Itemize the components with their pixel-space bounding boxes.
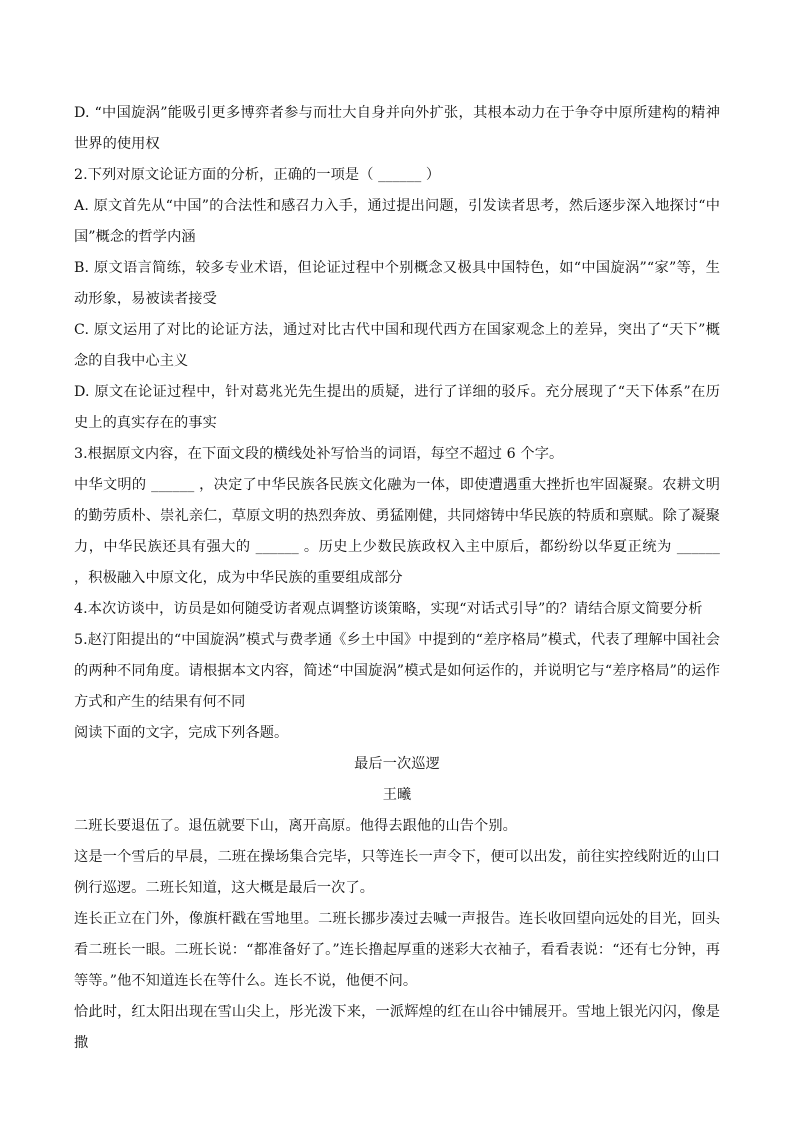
story-paragraph: 这是一个雪后的早晨，二班在操场集合完毕，只等连长一声令下，便可以出发，前往实控线附近的山口例行巡逻。二班长知道，这大概是最后一次了。 [74, 849, 720, 896]
story-paragraph: 二班长要退伍了。退伍就要下山，离开高原。他得去跟他的山告个别。 [74, 818, 517, 834]
option-a: A. 原文首先从“中国”的合法性和感召力入手，通过提出问题，引发读者思考，然后逐步深入地探讨“中国”概念的哲学内涵 [74, 198, 720, 245]
option-d: D. 原文在论证过程中，针对葛兆光先生提出的质疑，进行了详细的驳斥。充分展现了“天下体系”在历史上的真实存在的事实 [74, 384, 720, 431]
question-3: 3.根据原文内容，在下面文段的横线处补写恰当的词语，每空不超过 6 个字。 [74, 446, 564, 462]
option-d-continued: D. “中国旋涡”能吸引更多博弈者参与而壮大自身并向外扩张，其根本动力在于争夺中原所建构的精神世界的使用权 [74, 105, 720, 152]
story-paragraph: 恰此时，红太阳出现在雪山尖上，彤光泼下来，一派辉煌的红在山谷中铺展开。雪地上银光闪闪，像是撒 [74, 1004, 720, 1051]
story-author: 王曦 [382, 787, 412, 803]
question-2: 2.下列对原文论证方面的分析，正确的一项是（ ______ ） [74, 167, 441, 183]
option-b: B. 原文语言简练，较多专业术语，但论证过程中个别概念又极具中国特色，如“中国旋涡”“家”等，生动形象，易被读者接受 [74, 260, 720, 307]
story-paragraph: 连长正立在门外，像旗杆戳在雪地里。二班长挪步凑过去喊一声报告。连长收回望向远处的目光，回头看二班长一眼。二班长说：“都准备好了。”连长撸起厚重的迷彩大衣袖子，看看表说：“还有七分钟，再等等。”他不知道连长在等什么。连长不说，他便不问。 [74, 911, 720, 989]
fill-in-passage: 中华文明的 ______ ，决定了中华民族各民族文化融为一体，即使遭遇重大挫折也牢固凝聚。农耕文明的勤劳质朴、崇礼亲仁，草原文明的热烈奔放、勇猛刚健，共同熔铸中华民族的特质和禀赋。除了凝聚力，中华民族还具有强大的 ______ 。历史上少数民族政权入主中原后，都纷纷以华夏正统为 ______ ，积极融入中原文化，成为中华民族的重要组成部分 [74, 477, 720, 586]
option-c: C. 原文运用了对比的论证方法，通过对比古代中国和现代西方在国家观念上的差异，突出了“天下”概念的自我中心主义 [74, 322, 720, 369]
document-page [74, 98, 720, 1059]
question-4: 4.本次访谈中，访员是如何随受访者观点调整访谈策略，实现“对话式引导”的？请结合原文简要分析 [74, 601, 703, 617]
reading-instruction: 阅读下面的文字，完成下列各题。 [74, 725, 289, 741]
story-title: 最后一次巡逻 [354, 756, 440, 772]
question-5: 5.赵汀阳提出的“中国旋涡”模式与费孝通《乡土中国》中提到的“差序格局”模式，代表了理解中国社会的两种不同角度。请根据本文内容，简述“中国旋涡”模式是如何运作的，并说明它与“差序格局”的运作方式和产生的结果有何不同 [74, 632, 720, 710]
